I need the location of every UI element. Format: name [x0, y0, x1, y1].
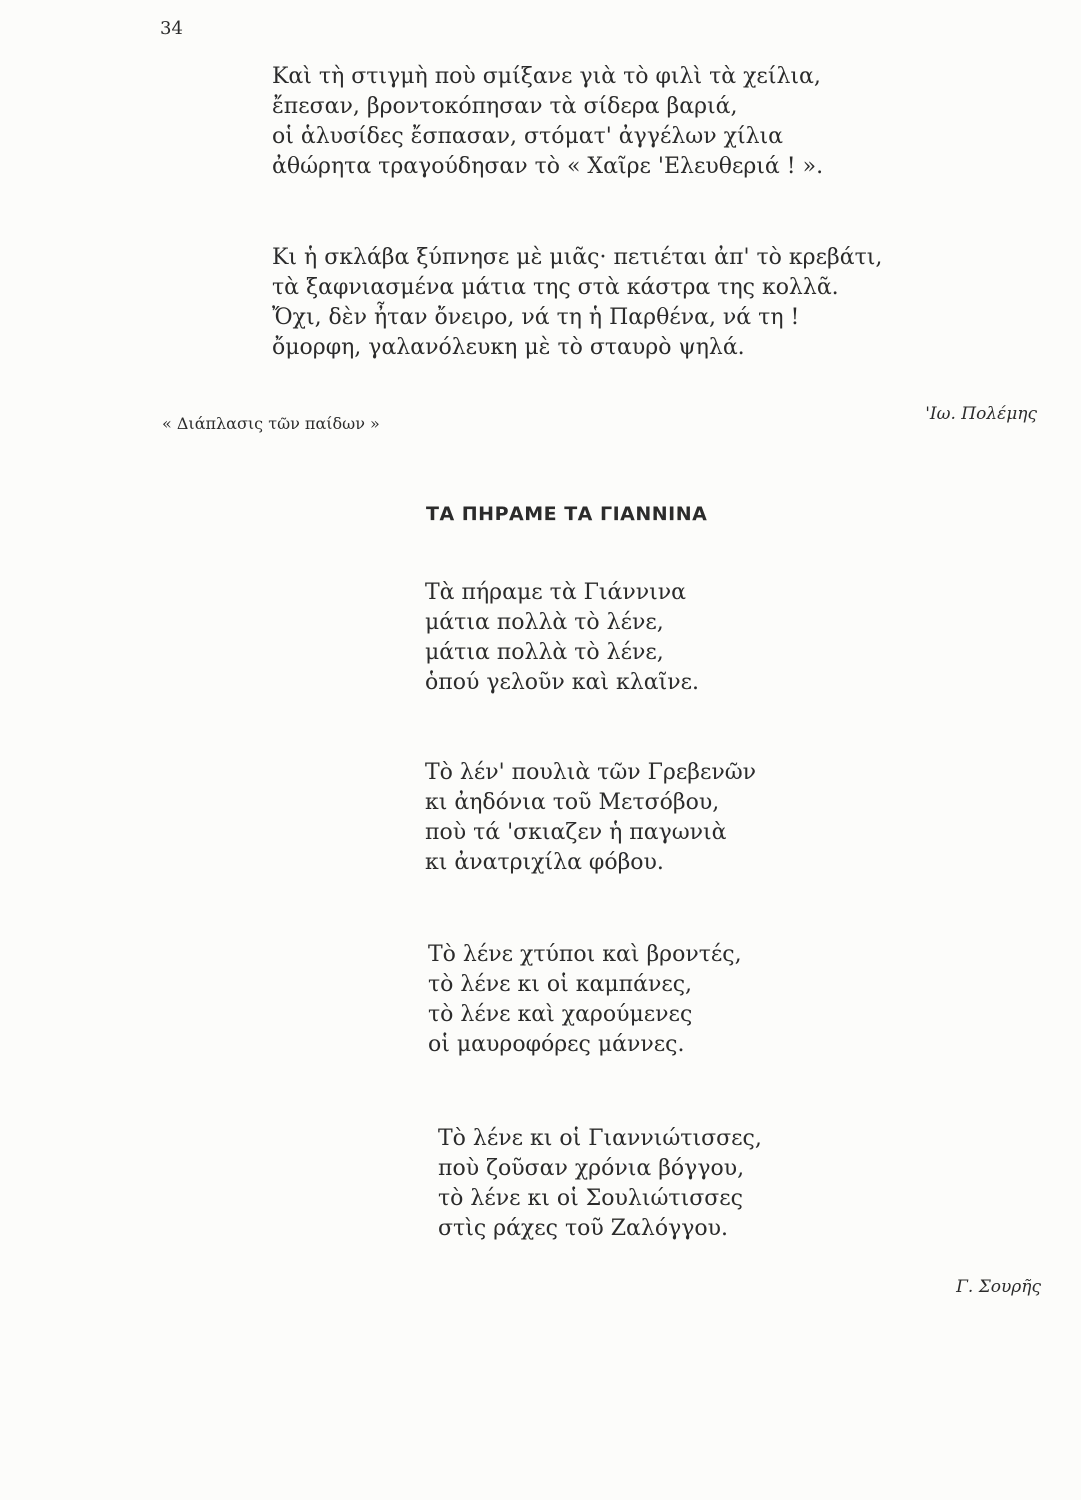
poem-line: οἱ μαυροφόρες μάννες. — [428, 1032, 685, 1057]
poem-line: κι ἀηδόνια τοῦ Μετσόβου, — [425, 790, 720, 815]
poem-line: ἀθώρητα τραγούδησαν τὸ « Χαῖρε 'Ελευθεριά ! ». — [272, 154, 824, 179]
poem-line: ὁπού γελοῦν καὶ κλαῖνε. — [425, 670, 699, 695]
poem-line: στὶς ράχες τοῦ Ζαλόγγου. — [438, 1216, 728, 1241]
poem2-stanza-4 — [438, 1124, 762, 1244]
poem2-title: ΤΑ ΠΗΡΑΜΕ ΤΑ ΓΙΑΝΝΙΝΑ — [426, 503, 708, 525]
poem-line: Τὰ πήραμε τὰ Γιάννινα — [425, 580, 687, 605]
poem-line: ποὺ τά 'σκιαζεν ἡ παγωνιὰ — [425, 820, 727, 845]
poem1-author: 'Ιω. Πολέμης — [925, 404, 1037, 424]
poem1-stanza-2 — [272, 243, 882, 363]
poem-line: ποὺ ζοῦσαν χρόνια βόγγου, — [438, 1156, 745, 1181]
poem-line: κι ἀνατριχίλα φόβου. — [425, 850, 664, 875]
poem2-stanza-3 — [428, 940, 742, 1060]
poem1-stanza-1 — [272, 62, 823, 182]
poem-line: τὸ λένε καὶ χαρούμενες — [428, 1002, 693, 1027]
poem1-source: « Διάπλασις τῶν παίδων » — [162, 414, 380, 433]
poem-line: τὸ λένε κι οἱ καμπάνες, — [428, 972, 693, 997]
poem-line: Τὸ λένε κι οἱ Γιαννιώτισσες, — [438, 1126, 762, 1151]
poem-line: τὰ ξαφνιασμένα μάτια της στὰ κάστρα της κολλᾶ. — [272, 275, 839, 300]
poem-line: μάτια πολλὰ τὸ λένε, — [425, 640, 664, 665]
poem-line: τὸ λένε κι οἱ Σουλιώτισσες — [438, 1186, 743, 1211]
poem2-stanza-2 — [425, 758, 756, 878]
poem-line: μάτια πολλὰ τὸ λένε, — [425, 610, 664, 635]
poem-line: Τὸ λέν' πουλιὰ τῶν Γρεβενῶν — [425, 760, 757, 785]
poem2-author: Γ. Σουρῆς — [956, 1277, 1041, 1297]
poem-line: Ὄχι, δὲν ἦταν ὄνειρο, νά τη ἡ Παρθένα, νά τη ! — [272, 305, 800, 330]
poem-line: ὄμορφη, γαλανόλευκη μὲ τὸ σταυρὸ ψηλά. — [272, 335, 745, 360]
poem-line: ἔπεσαν, βροντοκόπησαν τὰ σίδερα βαριά, — [272, 94, 738, 119]
poem-line: Τὸ λένε χτύποι καὶ βροντές, — [428, 942, 742, 967]
poem-line: οἱ ἁλυσίδες ἔσπασαν, στόματ' ἀγγέλων χίλια — [272, 124, 783, 149]
page-number: 34 — [160, 18, 183, 39]
poem2-stanza-1 — [425, 578, 699, 698]
poem-line: Κι ἡ σκλάβα ξύπνησε μὲ μιᾶς· πετιέται ἀπ' τὸ κρεβάτι, — [272, 245, 883, 270]
poem-line: Καὶ τὴ στιγμὴ ποὺ σμίξανε γιὰ τὸ φιλὶ τὰ χείλια, — [272, 64, 821, 89]
